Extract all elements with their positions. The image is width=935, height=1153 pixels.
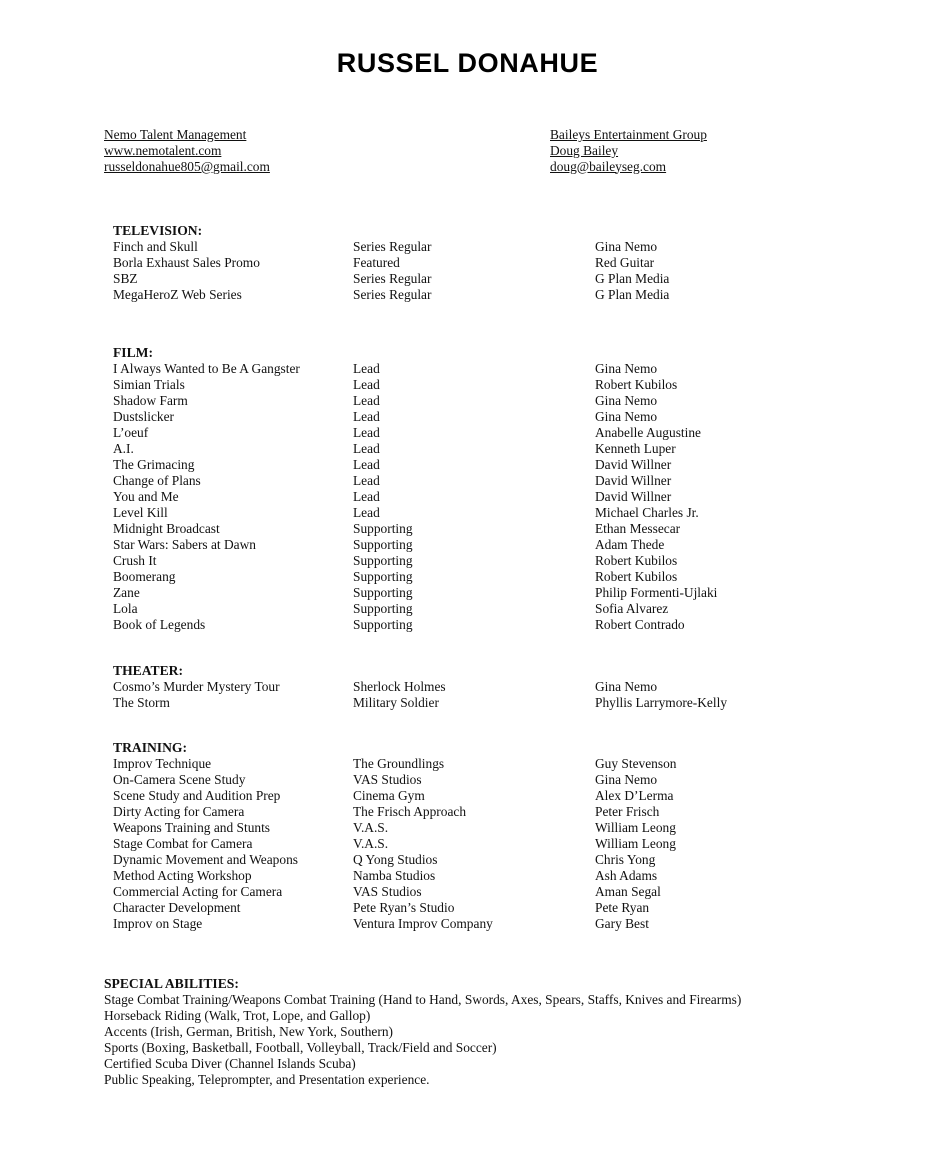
director-cell: Robert Kubilos [595,569,678,584]
title-cell: Cosmo’s Murder Mystery Tour [113,679,280,694]
title-cell: Midnight Broadcast [113,521,220,536]
role-cell: Lead [353,425,380,440]
director-cell: William Leong [595,836,676,851]
credit-row [113,505,873,521]
role-cell: VAS Studios [353,884,422,899]
title-cell: SBZ [113,271,138,286]
role-cell: Lead [353,473,380,488]
credit-row [113,836,873,852]
director-cell: Michael Charles Jr. [595,505,699,520]
title-cell: Stage Combat for Camera [113,836,253,851]
title-cell: The Storm [113,695,170,710]
manager-company-link[interactable]: Baileys Entertainment Group [550,127,707,142]
credit-row [113,489,873,505]
personal-email-link[interactable]: russeldonahue805@gmail.com [104,158,270,174]
director-cell: Sofia Alvarez [595,601,669,616]
title-cell: Book of Legends [113,617,206,632]
title-cell: MegaHeroZ Web Series [113,287,242,302]
title-cell: On-Camera Scene Study [113,772,246,787]
credit-row [113,521,873,537]
credit-row [113,756,873,772]
ability-line: Public Speaking, Teleprompter, and Presentation experience. [104,1072,430,1087]
role-cell: Supporting [353,601,413,616]
credit-row [113,900,873,916]
director-cell: Gary Best [595,916,649,931]
theater-section [113,663,873,711]
director-cell: Ash Adams [595,868,658,883]
title-cell: I Always Wanted to Be A Gangster [113,361,300,376]
credit-row [113,772,873,788]
section-heading: FILM: [113,345,154,360]
credit-row [113,585,873,601]
director-cell: Robert Contrado [595,617,685,632]
director-cell: Pete Ryan [595,900,650,915]
role-cell: Q Yong Studios [353,852,438,867]
role-cell: Supporting [353,617,413,632]
role-cell: Supporting [353,537,413,552]
title-cell: Method Acting Workshop [113,868,252,883]
role-cell: Lead [353,457,380,472]
director-cell: Gina Nemo [595,772,658,787]
role-cell: Series Regular [353,239,432,254]
role-cell: Supporting [353,553,413,568]
role-cell: V.A.S. [353,820,389,835]
television-section [113,223,873,303]
director-cell: G Plan Media [595,287,670,302]
training-section [113,740,873,932]
credit-row [113,884,873,900]
role-cell: Lead [353,377,380,392]
director-cell: Gina Nemo [595,679,658,694]
credit-row [113,537,873,553]
credit-row [113,804,873,820]
title-cell: Borla Exhaust Sales Promo [113,255,260,270]
credit-row [113,255,873,271]
title-cell: Lola [113,601,138,616]
credit-row [113,409,873,425]
credit-row [113,601,873,617]
title-cell: Level Kill [113,505,168,520]
role-cell: Ventura Improv Company [353,916,493,931]
resume-name: RUSSEL DONAHUE [336,48,599,78]
title-cell: Dustslicker [113,409,174,424]
title-cell: Character Development [113,900,241,915]
agency-contact-block [104,127,270,174]
credit-row [113,271,873,287]
director-cell: Aman Segal [595,884,661,899]
role-cell: Military Soldier [353,695,439,710]
role-cell: Series Regular [353,271,432,286]
credit-row [113,916,873,932]
role-cell: Lead [353,361,380,376]
title-cell: Shadow Farm [113,393,188,408]
director-cell: Anabelle Augustine [595,425,701,440]
director-cell: Chris Yong [595,852,656,867]
section-heading: THEATER: [113,663,183,678]
role-cell: Pete Ryan’s Studio [353,900,455,915]
title-cell: Dynamic Movement and Weapons [113,852,298,867]
title-cell: Crush It [113,553,157,568]
role-cell: Lead [353,505,380,520]
section-heading: SPECIAL ABILITIES: [104,976,239,991]
director-cell: Gina Nemo [595,393,658,408]
director-cell: David Willner [595,457,672,472]
credit-row [113,377,873,393]
credit-row [113,820,873,836]
agency-name-link[interactable]: Nemo Talent Management [104,127,247,142]
title-cell: Finch and Skull [113,239,198,254]
director-cell: Kenneth Luper [595,441,676,456]
credit-row [113,239,873,255]
ability-line: Stage Combat Training/Weapons Combat Training (Hand to Hand, Swords, Axes, Spears, Staffs, Knives and Firearms) [104,992,742,1007]
title-cell: Dirty Acting for Camera [113,804,245,819]
director-cell: Gina Nemo [595,361,658,376]
role-cell: The Frisch Approach [353,804,467,819]
director-cell: Alex D’Lerma [595,788,674,803]
ability-line: Certified Scuba Diver (Channel Islands Scuba) [104,1056,356,1071]
director-cell: Phyllis Larrymore-Kelly [595,695,728,710]
ability-line: Horseback Riding (Walk, Trot, Lope, and Gallop) [104,1008,371,1023]
director-cell: Gina Nemo [595,409,658,424]
title-cell: You and Me [113,489,179,504]
title-cell: The Grimacing [113,457,195,472]
section-heading: TRAINING: [113,740,188,755]
director-cell: William Leong [595,820,676,835]
title-cell: Weapons Training and Stunts [113,820,271,835]
credit-row [113,852,873,868]
agency-website-link[interactable]: www.nemotalent.com [104,142,222,158]
director-cell: David Willner [595,489,672,504]
credit-row [113,457,873,473]
credit-row [113,425,873,441]
credit-row [113,617,873,633]
role-cell: Lead [353,393,380,408]
role-cell: Lead [353,441,380,456]
manager-email-link[interactable]: doug@baileyseg.com [550,158,667,174]
role-cell: Sherlock Holmes [353,679,446,694]
section-heading: TELEVISION: [113,223,203,238]
title-cell: Scene Study and Audition Prep [113,788,281,803]
credit-row [113,441,873,457]
director-cell: Robert Kubilos [595,377,678,392]
director-cell: Robert Kubilos [595,553,678,568]
director-cell: Guy Stevenson [595,756,677,771]
special-abilities-section [104,976,924,1088]
ability-line: Sports (Boxing, Basketball, Football, Volleyball, Track/Field and Soccer) [104,1040,497,1055]
role-cell: VAS Studios [353,772,422,787]
role-cell: Supporting [353,585,413,600]
title-cell: Improv on Stage [113,916,203,931]
role-cell: Namba Studios [353,868,436,883]
film-section [113,345,873,633]
credit-row [113,868,873,884]
director-cell: Philip Formenti-Ujlaki [595,585,718,600]
credit-row [113,361,873,377]
role-cell: Supporting [353,521,413,536]
role-cell: V.A.S. [353,836,389,851]
ability-line: Accents (Irish, German, British, New York, Southern) [104,1024,393,1039]
credit-row [113,695,873,711]
manager-contact-block [550,127,707,174]
title-cell: Improv Technique [113,756,212,771]
credit-row [113,569,873,585]
manager-name-link[interactable]: Doug Bailey [550,142,619,158]
title-cell: Simian Trials [113,377,185,392]
role-cell: Supporting [353,569,413,584]
director-cell: Adam Thede [595,537,665,552]
credit-row [113,679,873,695]
title-cell: L’oeuf [113,425,149,440]
title-cell: Star Wars: Sabers at Dawn [113,537,256,552]
title-cell: Zane [113,585,140,600]
director-cell: David Willner [595,473,672,488]
credit-row [113,287,873,303]
title-cell: A.I. [113,441,134,456]
director-cell: Ethan Messecar [595,521,681,536]
role-cell: Lead [353,489,380,504]
role-cell: Series Regular [353,287,432,302]
director-cell: Peter Frisch [595,804,660,819]
director-cell: Red Guitar [595,255,655,270]
credit-row [113,393,873,409]
credit-row [113,553,873,569]
role-cell: Lead [353,409,380,424]
role-cell: The Groundlings [353,756,445,771]
title-cell: Change of Plans [113,473,201,488]
director-cell: G Plan Media [595,271,670,286]
director-cell: Gina Nemo [595,239,658,254]
role-cell: Cinema Gym [353,788,425,803]
credit-row [113,788,873,804]
credit-row [113,473,873,489]
role-cell: Featured [353,255,400,270]
title-cell: Boomerang [113,569,176,584]
title-cell: Commercial Acting for Camera [113,884,283,899]
